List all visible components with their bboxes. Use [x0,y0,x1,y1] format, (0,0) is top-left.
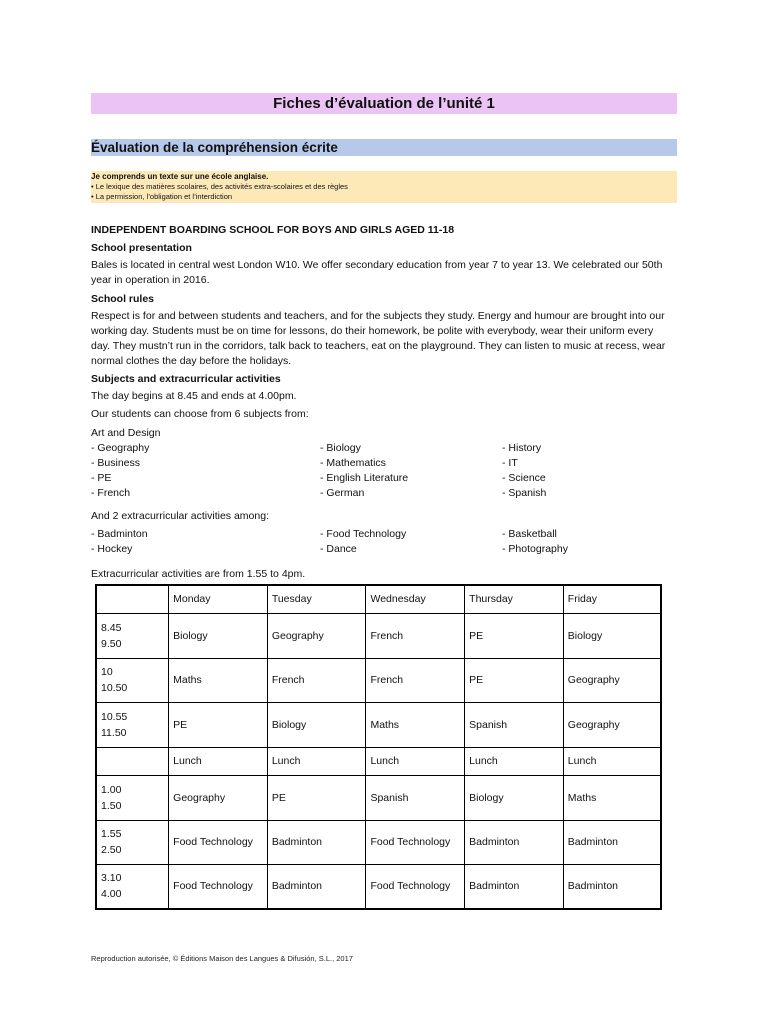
page-title: Fiches d’évaluation de l’unité 1 [91,93,677,114]
day-header: Tuesday [267,585,366,613]
time-cell [96,864,169,909]
list-item: - IT [502,457,518,469]
time-end: 11.50 [101,726,127,739]
list-item: - Science [502,472,546,484]
objective-item: • Le lexique des matières scolaires, des activités extra-scolaires et des règles [91,182,348,191]
activities-col-3 [502,527,568,557]
table-cell: Food Technology [366,864,465,909]
table-cell: Food Technology [169,820,268,864]
time-start: 3.10 [101,872,122,885]
time-end: 2.50 [101,844,122,856]
table-cell: Lunch [366,747,465,775]
table-cell: Maths [366,702,465,747]
list-item: - Basketball [502,528,557,540]
presentation-line: year in operation in 2016. [91,274,210,286]
day-header: Monday [169,585,268,613]
list-item: - History [502,442,542,454]
time-cell [96,658,169,702]
table-cell: Maths [169,658,268,702]
school-title: INDEPENDENT BOARDING SCHOOL FOR BOYS AND GIRLS AGED 11-18 [91,224,455,236]
copyright-footer: Reproduction autorisée, © Éditions Maison des Langues & Difusión, S.L., 2017 [91,954,353,963]
time-start: 10.55 [101,710,128,723]
table-cell: Food Technology [366,820,465,864]
table-cell: Biology [563,613,661,658]
list-item: - English Literature [320,472,409,484]
list-item: - French [91,487,131,499]
table-cell: Badminton [267,864,366,909]
time-cell [96,775,169,820]
list-item: - German [320,487,365,499]
subjects-heading: Subjects and extracurricular activities [91,373,281,385]
table-cell: Biology [465,775,564,820]
list-item: - Biology [320,442,361,454]
table-cell: PE [465,613,564,658]
table-cell: PE [267,775,366,820]
time-start: 10 [101,666,113,678]
choose-subjects: Our students can choose from 6 subjects from: [91,408,309,420]
table-cell: Badminton [465,864,564,909]
table-cell: Geography [267,613,366,658]
table-cell: Lunch [267,747,366,775]
table-cell: Geography [563,658,661,702]
table-cell: French [366,613,465,658]
rules-line: Respect is for and between students and teachers, and for the subjects they study. Energy and humour are brought into our [91,310,665,322]
table-cell: Badminton [465,820,564,864]
table-header-row [96,585,661,613]
time-start: 1.55 [101,828,122,840]
list-item: Art and Design [91,427,161,439]
time-cell [96,747,169,775]
rules-line: working day. Students must be on time for lessons, do their homework, be polite with everybody, wear their uniform every [91,325,654,337]
table-cell: Badminton [267,820,366,864]
subjects-col-1 [91,426,160,501]
time-start: 8.45 [101,621,122,634]
table-row [96,820,661,864]
list-item: - Business [91,457,141,469]
table-cell: Badminton [563,864,661,909]
list-item: - PE [91,472,112,484]
time-end: 10.50 [101,682,128,694]
table-cell: Lunch [465,747,564,775]
table-cell [96,585,169,613]
presentation-heading: School presentation [91,242,192,254]
rules-line: normal clothes the day before the holidays. [91,355,292,367]
time-end: 1.50 [101,799,122,812]
list-item: - Hockey [91,543,133,555]
table-cell: Food Technology [169,864,268,909]
extracurricular-times: Extracurricular activities are from 1.55 to 4pm. [91,568,306,580]
day-header: Friday [563,585,661,613]
time-end: 9.50 [101,637,122,650]
table-row [96,864,661,909]
extracurricular-intro: And 2 extracurricular activities among: [91,510,269,522]
time-cell [96,613,169,658]
list-item: - Photography [502,543,568,555]
objectives-box [91,171,677,203]
table-cell: French [267,658,366,702]
section-heading: Évaluation de la compréhension écrite [91,139,677,156]
day-header: Thursday [465,585,564,613]
table-row [96,775,661,820]
list-item: - Food Technology [320,528,407,540]
rules-heading: School rules [91,293,155,305]
presentation-line: Bales is located in central west London W10. We offer secondary education from year 7 to year 13. We celebrated our 50th [91,259,663,271]
table-cell: Biology [169,613,268,658]
list-item: - Geography [91,442,150,454]
subjects-col-3 [502,441,546,501]
table-row [96,747,661,775]
table-row [96,658,661,702]
objectives-heading: Je comprends un texte sur une école anglaise. [91,172,269,181]
subjects-col-2 [320,441,408,501]
table-cell: Badminton [563,820,661,864]
activities-col-1 [91,527,148,557]
list-item: - Dance [320,543,357,555]
table-cell: Spanish [465,702,564,747]
table-cell: PE [465,658,564,702]
time-cell [96,702,169,747]
time-cell [96,820,169,864]
list-item: - Mathematics [320,457,386,469]
table-cell: French [366,658,465,702]
table-cell: Geography [169,775,268,820]
table-cell: Spanish [366,775,465,820]
table-cell: PE [169,702,268,747]
rules-line: day. They mustn’t run in the corridors, talk back to teachers, eat on the playground. They can listen to music at recess, wear [91,340,666,352]
activities-col-2 [320,527,406,557]
table-cell: Lunch [563,747,661,775]
day-times: The day begins at 8.45 and ends at 4.00pm. [91,390,297,402]
table-cell: Geography [563,702,661,747]
objective-item: • La permission, l’obligation et l’interdiction [91,192,233,201]
time-start: 1.00 [101,783,122,796]
table-cell: Lunch [169,747,268,775]
time-end: 4.00 [101,888,122,901]
table-cell: Biology [267,702,366,747]
table-cell: Maths [563,775,661,820]
table-row [96,613,661,658]
day-header: Wednesday [366,585,465,613]
timetable [95,584,662,910]
list-item: - Spanish [502,487,547,499]
table-row [96,702,661,747]
list-item: - Badminton [91,528,148,540]
